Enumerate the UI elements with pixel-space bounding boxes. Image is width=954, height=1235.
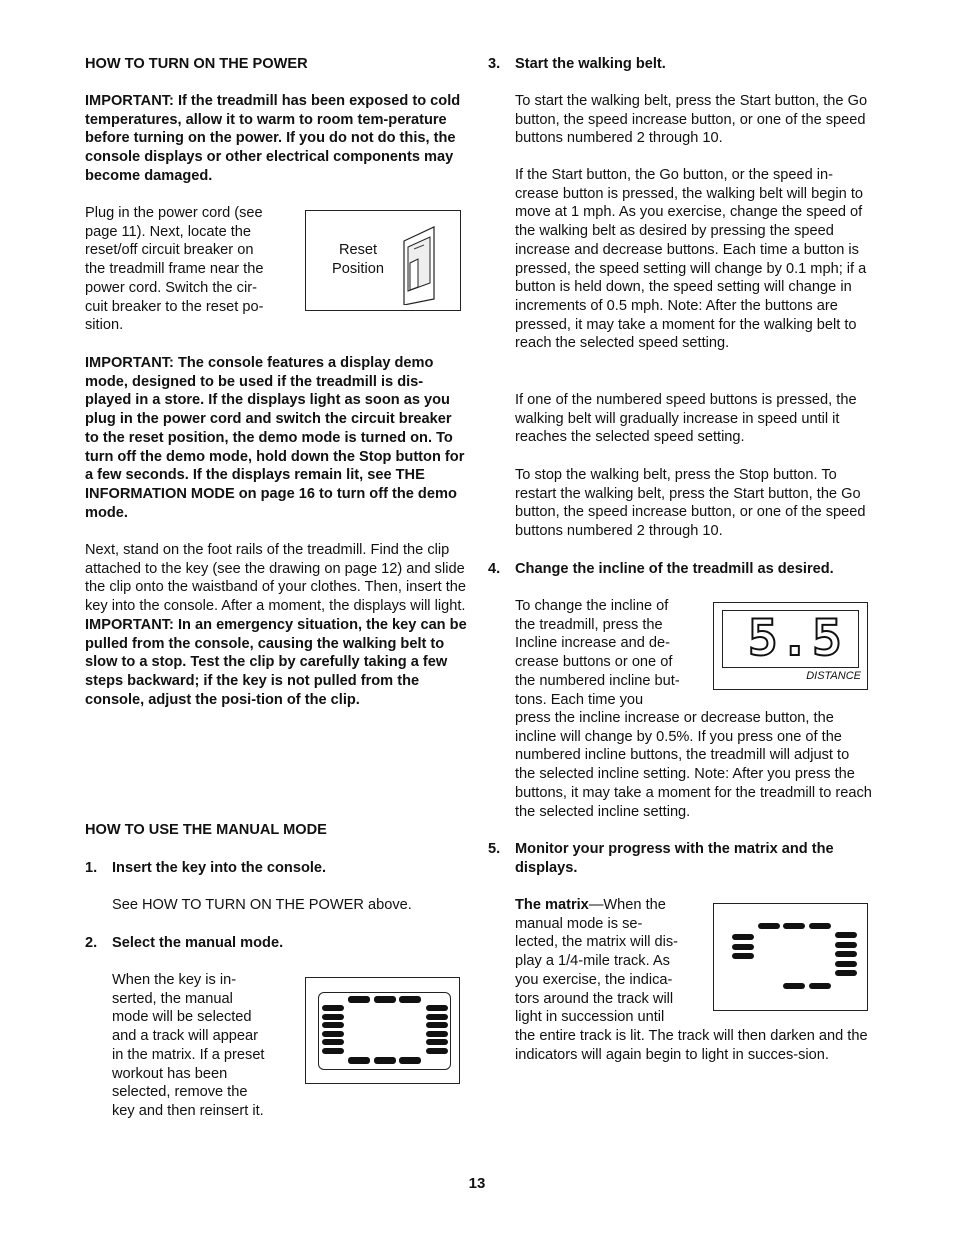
step-4-text-rest: press the incline increase or decrease button, the incline will change by 0.5%. If you press one of the numbered incline buttons, the treadmill will adjust to the selected incline setting. Note: After you press the buttons, it may take a moment for the treadmill to reach the selected incline setting. <box>515 710 872 820</box>
circuit-breaker-icon <box>400 221 440 305</box>
power-heading: HOW TO TURN ON THE POWER <box>85 56 308 72</box>
important-warm-note: IMPORTANT: If the treadmill has been exposed to cold temperatures, allow it to warm to room tem-perature before turning on the power. If you do not do this, the console displays or other electrical components may become damaged. <box>85 93 461 184</box>
track-indicator <box>322 1048 344 1054</box>
track-indicator <box>835 961 857 967</box>
track-indicator <box>322 1005 344 1011</box>
track-indicator <box>732 953 754 959</box>
manual-mode-heading: HOW TO USE THE MANUAL MODE <box>85 822 327 838</box>
track-indicator <box>835 970 857 976</box>
step-4: 4. Change the incline of the treadmill as desired. <box>488 561 834 577</box>
step-3: 3. Start the walking belt. <box>488 56 666 72</box>
track-indicator <box>348 996 370 1003</box>
step-2-text: When the key is in- serted, the manual mode will be selected and a track will appear in the matrix. If a preset workout has been selected, remove the key and then reinsert it. <box>112 972 265 1119</box>
track-indicator <box>426 1005 448 1011</box>
track-indicator <box>399 996 421 1003</box>
track-indicator <box>758 923 780 929</box>
track-indicator <box>399 1057 421 1064</box>
distance-label: DISTANCE <box>806 670 861 682</box>
step-3-para-2: If the Start button, the Go button, or the speed in-crease button is pressed, the walking belt will begin to move at 1 mph. As you exercise, change the speed of the walking belt as desired by pressing the speed increase and decrease buttons. Each time a button is pressed, the speed setting will change by 0.1 mph; if a button is held down, the speed setting will change in increments of 0.5 mph. Note: After the buttons are pressed, it may take a moment for the walking belt to reach the selected speed setting. <box>515 167 867 352</box>
step-3-para-4: To stop the walking belt, press the Stop button. To restart the walking belt, press the Start button, the Go button, the speed increase button, or one of the speed buttons numbered 2 through 10. <box>515 467 866 540</box>
reset-label: Reset Position <box>332 242 384 277</box>
track-indicator <box>322 1031 344 1037</box>
step-4-text: To change the incline of the treadmill, press the Incline increase and de- crease buttons or one of the numbered incline but- tons. Each time you <box>515 598 680 708</box>
matrix-figure-right <box>713 903 868 1011</box>
distance-value: 5.5 <box>747 609 844 667</box>
track-indicator <box>809 983 831 989</box>
track-indicator <box>835 932 857 938</box>
plug-in-text: Plug in the power cord (see page 11). Next, locate the reset/off circuit breaker on the treadmill frame near the power cord. Switch the cir- cuit breaker to the reset po- sition. <box>85 205 264 334</box>
step-5-text: The matrix—When the manual mode is se- lected, the matrix will dis- play a 1/4-mile track. As you exercise, the indica- tors around the track will light in succession until <box>515 897 679 1026</box>
matrix-figure-left <box>305 977 460 1084</box>
matrix-track-right <box>714 904 867 1010</box>
track-indicator <box>835 951 857 957</box>
step-5-text-rest: the entire track is lit. The track will then darken and the indicators will again begin to light in succes-sion. <box>515 1028 868 1063</box>
track-indicator <box>783 923 805 929</box>
track-indicator <box>374 1057 396 1064</box>
matrix-track-left <box>306 978 459 1083</box>
track-indicator <box>322 1022 344 1028</box>
step-3-para-3: If one of the numbered speed buttons is pressed, the walking belt will gradually increase in speed until it reaches the selected speed setting. <box>515 392 857 446</box>
important-demo-note: IMPORTANT: The console features a display demo mode, designed to be used if the treadmill is dis-played in a store. If the displays light as soon as you plug in the power cord and switch the circuit breaker to the reset position, the demo mode is turned on. To turn off the demo mode, hold down the Stop button for a few seconds. If the displays remain lit, see THE INFORMATION MODE on page 16 to turn off the demo mode. <box>85 355 465 521</box>
track-indicator <box>322 1014 344 1020</box>
step-1: 1. Insert the key into the console. <box>85 860 327 876</box>
track-indicator <box>348 1057 370 1064</box>
step-3-para-1: To start the walking belt, press the Start button, the Go button, the speed increase button, or one of the speed buttons numbered 2 through 10. <box>515 93 868 147</box>
track-indicator <box>426 1031 448 1037</box>
track-indicator <box>426 1039 448 1045</box>
track-indicator <box>374 996 396 1003</box>
track-indicator <box>732 944 754 950</box>
step-5: 5. Monitor your progress with the matrix and the displays. <box>488 841 834 876</box>
reset-position-figure <box>305 210 461 311</box>
track-indicator <box>426 1048 448 1054</box>
step-2: 2. Select the manual mode. <box>85 935 284 951</box>
track-indicator <box>426 1014 448 1020</box>
step-1-text: See HOW TO TURN ON THE POWER above. <box>112 897 412 913</box>
distance-display <box>713 602 868 690</box>
track-indicator <box>322 1039 344 1045</box>
track-indicator <box>426 1022 448 1028</box>
track-indicator <box>809 923 831 929</box>
foot-rails-paragraph: Next, stand on the foot rails of the treadmill. Find the clip attached to the key (see the drawing on page 12) and slide the clip onto the waistband of your clothes. Then, insert the key into the console. After a moment, the displays will light. IMPORTANT: In an emergency situation, the key can be pulled from the console, causing the walking belt to slow to a stop. Test the clip by carefully taking a few steps backward; if the key is not pulled from the console, adjust the posi-tion of the clip. <box>85 542 467 708</box>
track-indicator <box>783 983 805 989</box>
page-number: 13 <box>468 1175 486 1192</box>
track-indicator <box>835 942 857 948</box>
track-indicator <box>732 934 754 940</box>
